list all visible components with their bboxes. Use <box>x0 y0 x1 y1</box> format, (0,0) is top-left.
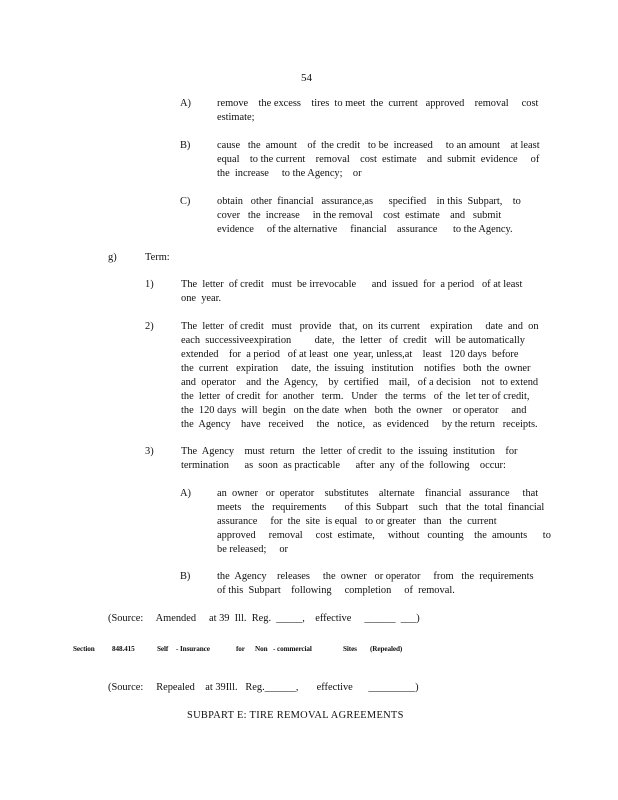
text-line: the 120 days will begin on the date when both the owner or operator and <box>181 405 527 416</box>
source-repealed: (Source: Repealed at 39Ill. Reg.______, effective _________) <box>108 682 419 693</box>
text-line: the increase to the Agency; or <box>217 168 362 179</box>
sub-item-a-text <box>217 487 551 557</box>
text-line: The letter of credit must be irrevocable and issued for a period of at least <box>181 279 523 290</box>
section-title-word: Sites <box>343 645 357 653</box>
text-line: be released; or <box>217 544 288 555</box>
text-line: meets the requirements of this Subpart such that the total financial <box>217 502 545 513</box>
item-3-text <box>181 445 517 473</box>
sub-item-b-label: B) <box>180 571 191 582</box>
sub-item-b-text <box>217 570 534 598</box>
text-line: cause the amount of the credit to be increased to an amount at least <box>217 140 540 151</box>
text-line: approved removal cost estimate, without counting the amounts to <box>217 530 551 541</box>
section-title-word: Self <box>157 645 169 653</box>
sub-item-a-label: A) <box>180 488 191 499</box>
text-line: The letter of credit must provide that, on its current expiration date and on <box>181 321 539 332</box>
item-3-label: 3) <box>145 446 154 457</box>
item-a-label: A) <box>180 98 191 109</box>
text-line: each successiveexpiration date, the letter of credit will be automatically <box>181 335 525 346</box>
section-title-word: - commercial <box>273 645 312 653</box>
item-2-label: 2) <box>145 321 154 332</box>
text-line: obtain other financial assurance,as specified in this Subpart, to <box>217 196 521 207</box>
text-line: of this Subpart following completion of removal. <box>217 585 455 596</box>
text-line: extended for a period of at least one year, unless,at least 120 days before <box>181 349 519 360</box>
item-g-label: g) <box>108 252 117 263</box>
subpart-title: SUBPART E: TIRE REMOVAL AGREEMENTS <box>187 710 404 721</box>
section-title-word: for <box>236 645 245 653</box>
text-line: termination as soon as practicable after any of the following occur: <box>181 460 506 471</box>
text-line: The Agency must return the letter of credit to the issuing institution for <box>181 446 518 457</box>
item-1-label: 1) <box>145 279 154 290</box>
text-line: assurance for the site is equal to or greater than the current <box>217 516 497 527</box>
text-line: an owner or operator substitutes alternate financial assurance that <box>217 488 539 499</box>
text-line: the Agency have received the notice, as evidenced by the return receipts. <box>181 419 538 430</box>
item-2-text <box>181 320 539 432</box>
item-c-text <box>217 195 521 237</box>
item-1-text <box>181 278 522 306</box>
text-line: and operator and the Agency, by certified mail, of a decision not to extend <box>181 377 539 388</box>
section-title-word: - Insurance <box>176 645 210 653</box>
text-line: cover the increase in the removal cost estimate and submit <box>217 210 502 221</box>
section-title-word: (Repealed) <box>370 645 403 653</box>
section-number: 848.415 <box>112 645 135 653</box>
item-a-text <box>217 97 538 125</box>
text-line: remove the excess tires to meet the current approved removal cost <box>217 98 539 109</box>
page-number: 54 <box>301 72 312 84</box>
item-b-label: B) <box>180 140 191 151</box>
text-line: evidence of the alternative financial assurance to the Agency. <box>217 224 513 235</box>
text-line: equal to the current removal cost estimate and submit evidence of <box>217 154 540 165</box>
text-line: estimate; <box>217 112 255 123</box>
term-heading: Term: <box>145 252 170 263</box>
text-line: the letter of credit for another term. Under the terms of the let ter of credit, <box>181 391 530 402</box>
section-title-word: Non <box>255 645 268 653</box>
section-label: Section <box>73 645 95 653</box>
item-c-label: C) <box>180 196 191 207</box>
text-line: one year. <box>181 293 222 304</box>
item-b-text <box>217 139 540 181</box>
text-line: the current expiration date, the issuing institution notifies both the owner <box>181 363 531 374</box>
source-amended: (Source: Amended at 39 Ill. Reg. _____, effective ______ ___) <box>108 613 420 624</box>
text-line: the Agency releases the owner or operator from the requirements <box>217 571 534 582</box>
